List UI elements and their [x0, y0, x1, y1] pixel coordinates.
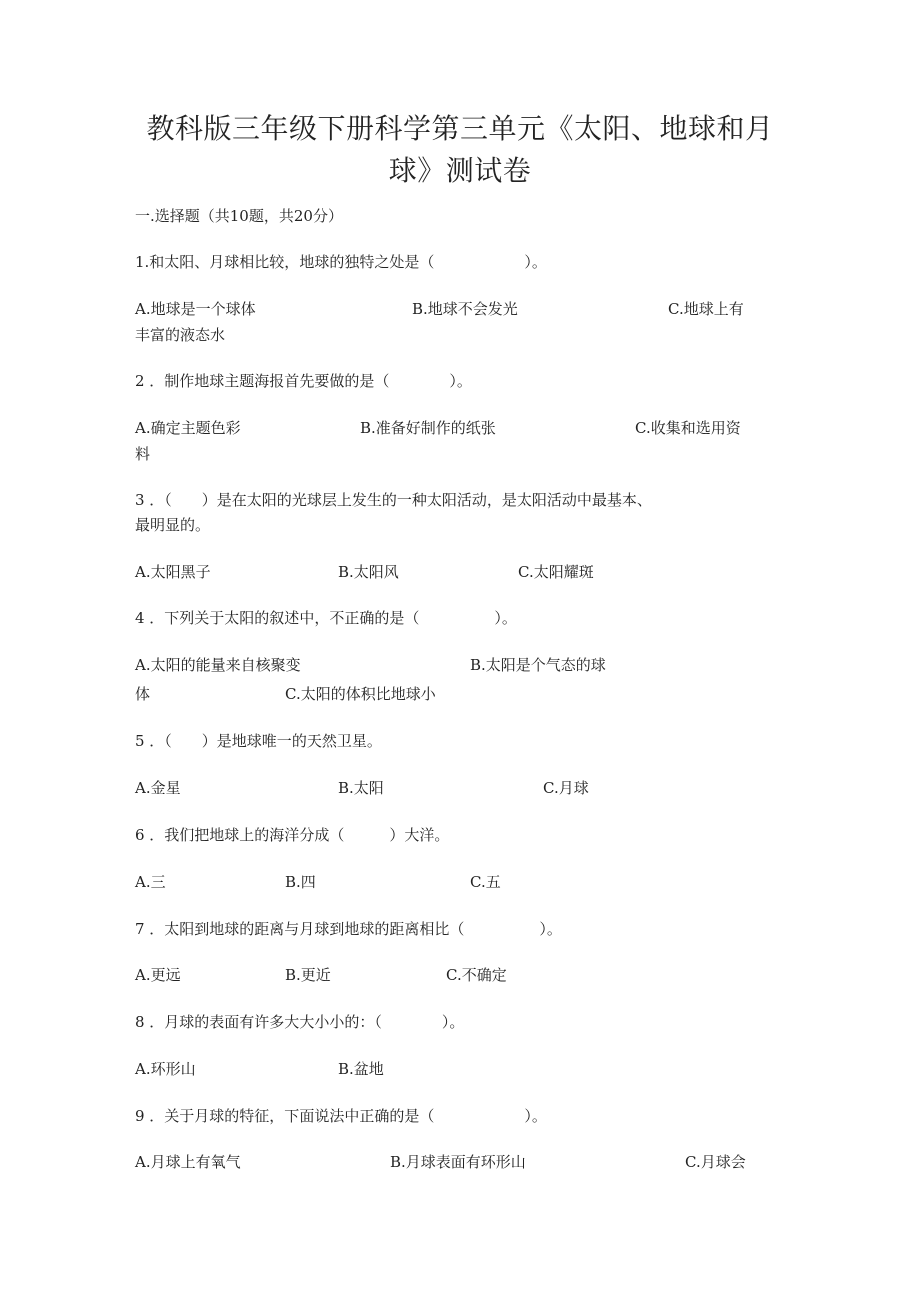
question-3-option-a: A.太阳黑子 — [135, 563, 211, 581]
question-2-option-a: A.确定主题色彩 — [135, 419, 241, 437]
title-line-2: 球》测试卷 — [388, 154, 532, 187]
question-4-option-b-cont: 体 — [135, 685, 151, 703]
question-4-option-b: B.太阳是个气态的球 — [470, 656, 606, 674]
question-6-stem: 6 ．我们把地球上的海洋分成（ ）大洋。 — [135, 826, 450, 844]
question-9-option-b: B.月球表面有环形山 — [390, 1153, 526, 1171]
question-6-option-c: C.五 — [470, 873, 501, 891]
question-2-option-c: C.收集和选用资 — [635, 419, 741, 437]
question-7-option-a: A.更远 — [135, 966, 181, 984]
question-3-stem-cont: 最明显的。 — [135, 516, 211, 534]
question-9-stem: 9 ．关于月球的特征，下面说法中正确的是（ ）。 — [135, 1107, 547, 1125]
question-1-stem: 1.和太阳、月球相比较，地球的独特之处是（ ）。 — [135, 253, 547, 271]
question-3-option-b: B.太阳风 — [338, 563, 399, 581]
question-7-stem: 7 ．太阳到地球的距离与月球到地球的距离相比（ ）。 — [135, 920, 562, 938]
question-2-option-c-cont: 料 — [135, 445, 151, 463]
question-6-option-b: B.四 — [285, 873, 316, 891]
question-9-option-a: A.月球上有氧气 — [135, 1153, 241, 1171]
page-title — [100, 108, 820, 192]
question-4-stem: 4 ．下列关于太阳的叙述中，不正确的是（ ）。 — [135, 609, 517, 627]
question-5-option-c: C.月球 — [543, 779, 589, 797]
question-9-option-c: C.月球会 — [685, 1153, 746, 1171]
question-8-stem: 8 ．月球的表面有许多大大小小的：（ ）。 — [135, 1013, 465, 1031]
question-3-option-c: C.太阳耀斑 — [518, 563, 594, 581]
question-1-option-b: B.地球不会发光 — [412, 300, 518, 318]
question-1-option-a: A.地球是一个球体 — [135, 300, 256, 318]
question-5-option-a: A.金星 — [135, 779, 181, 797]
question-1-option-c: C.地球上有 — [668, 300, 744, 318]
question-8-option-b: B.盆地 — [338, 1060, 384, 1078]
question-7-option-c: C.不确定 — [446, 966, 507, 984]
question-4-option-c: C.太阳的体积比地球小 — [285, 685, 436, 703]
question-8-option-a: A.环形山 — [135, 1060, 196, 1078]
question-1-option-c-cont: 丰富的液态水 — [135, 326, 226, 344]
question-2-stem: 2 ．制作地球主题海报首先要做的是（ ）。 — [135, 372, 472, 390]
question-2-option-b: B.准备好制作的纸张 — [360, 419, 496, 437]
question-6-option-a: A.三 — [135, 873, 166, 891]
question-3-stem: 3 ．（ ）是在太阳的光球层上发生的一种太阳活动，是太阳活动中最基本、 — [135, 491, 652, 509]
question-4-option-a: A.太阳的能量来自核聚变 — [135, 656, 301, 674]
question-5-option-b: B.太阳 — [338, 779, 384, 797]
question-5-stem: 5 ．（ ）是地球唯一的天然卫星。 — [135, 732, 382, 750]
section-heading: 一.选择题（共10题，共20分） — [135, 207, 343, 225]
title-line-1: 教科版三年级下册科学第三单元《太阳、地球和月 — [146, 112, 774, 145]
question-7-option-b: B.更近 — [285, 966, 331, 984]
